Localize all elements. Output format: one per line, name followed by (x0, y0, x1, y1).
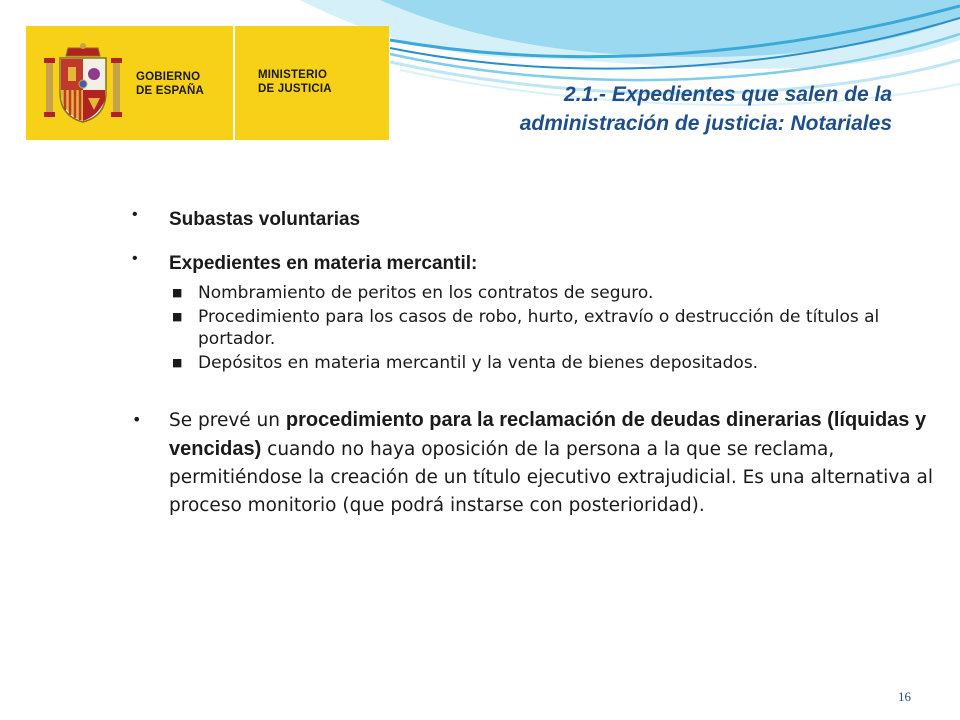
bullet-subastas (132, 206, 932, 234)
sub-item (132, 306, 932, 350)
sub-item-text: Nombramiento de peritos en los contratos de seguro. (198, 283, 654, 303)
logo-text-ministerio (258, 68, 332, 96)
logo-line: DE ESPAÑA (136, 85, 205, 97)
bullet-marker: • (132, 410, 142, 429)
sub-item-text: Depósitos en materia mercantil y la venta de bienes depositados. (198, 353, 759, 373)
logo-line: GOBIERNO (136, 71, 201, 83)
bullet-mercantil (132, 250, 932, 278)
slide-content (132, 206, 932, 520)
bullet-text: Subastas voluntarias (169, 209, 361, 230)
slide-title-line-1: 2.1.- Expedientes que salen de la (564, 83, 892, 106)
logo-line: DE JUSTICIA (258, 83, 332, 95)
slide-title-line-2: administración de justicia: Notariales (519, 112, 892, 135)
slide-title (432, 80, 892, 138)
page-number: 16 (898, 689, 911, 704)
bullet-paragraph (169, 406, 960, 520)
paragraph-text-before: Se prevé un (169, 410, 286, 431)
paragraph-text-bold: procedimiento para la reclamación de deudas dinerarias (líquidas y vencidas) (169, 409, 927, 460)
logo-divider (233, 26, 235, 140)
coat-of-arms-icon (40, 40, 126, 126)
bullet-marker: • (132, 250, 138, 267)
square-bullet-icon: ■ (172, 356, 183, 369)
sub-item-text: Procedimiento para los casos de robo, hurto, extravío o destrucción de títulos al portador. (198, 307, 880, 349)
sub-list (132, 282, 932, 374)
bullet-reclamacion (132, 406, 960, 520)
bullet-text: Expedientes en materia mercantil: (169, 253, 478, 274)
paragraph-text-after: cuando no haya oposición de la persona a la que se reclama, permitiéndose la creación de un título ejecutivo extrajudicial. Es una alternativa al proceso monitorio (que podrá instarse con posterioridad). (169, 439, 933, 516)
square-bullet-icon: ■ (172, 286, 183, 299)
logo-line: MINISTERIO (258, 69, 328, 81)
government-logo (26, 26, 389, 140)
sub-item (132, 282, 932, 304)
sub-item (132, 352, 932, 374)
logo-text-gobierno (136, 70, 204, 98)
bullet-marker: • (132, 206, 138, 223)
square-bullet-icon: ■ (172, 310, 183, 323)
